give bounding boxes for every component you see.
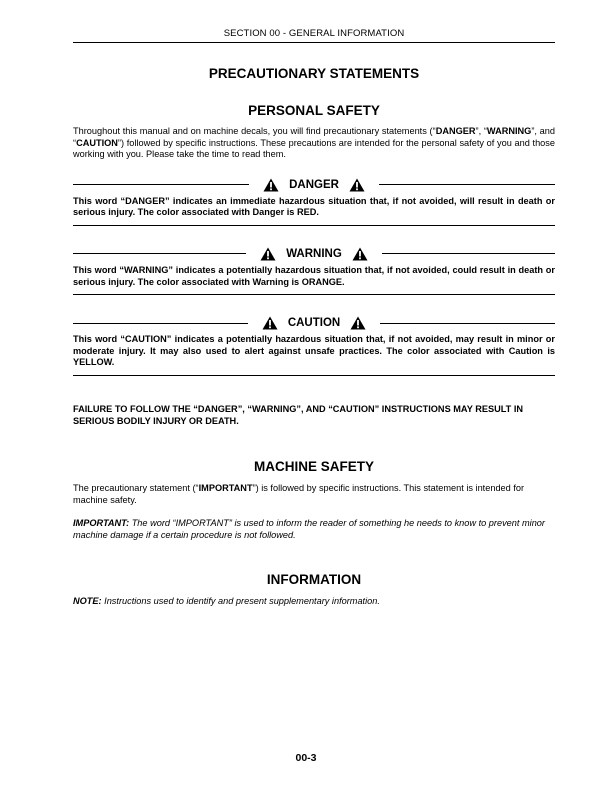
- divider: [73, 184, 249, 185]
- divider: [73, 253, 246, 254]
- warning-triangle-icon: [260, 247, 276, 261]
- warning-triangle-icon: [350, 316, 366, 330]
- note-paragraph: [73, 596, 555, 608]
- intro-warning: WARNING: [486, 126, 532, 136]
- divider: [380, 323, 555, 324]
- machine-text-2: ”) is followed by specific instructions. This statement is intended for machine safety.: [73, 483, 525, 505]
- caution-word: CAUTION: [287, 317, 341, 330]
- warning-triangle-icon: [263, 178, 279, 192]
- danger-label: [249, 178, 379, 192]
- heading-information: INFORMATION: [266, 571, 362, 587]
- warning-triangle-icon: [349, 178, 365, 192]
- intro-danger: DANGER: [435, 126, 476, 136]
- divider: [73, 323, 248, 324]
- note-label: NOTE:: [73, 595, 102, 606]
- heading-precautionary-statements: PRECAUTIONARY STATEMENTS: [208, 66, 420, 81]
- page: [73, 0, 555, 607]
- warning-label: [246, 247, 382, 261]
- warning-word: WARNING: [286, 247, 342, 260]
- important-text: The word “IMPORTANT” is used to inform the reader of something he needs to know to prevent minor machine damage if a certain procedure is not followed.: [73, 518, 545, 540]
- warning-triangle-icon: [352, 247, 368, 261]
- failure-warning: FAILURE TO FOLLOW THE “DANGER”, “WARNING”, AND “CAUTION” INSTRUCTIONS MAY RESULT IN SERIOUS BODILY INJURY OR DEATH.: [73, 403, 524, 426]
- heading-personal-safety: PERSONAL SAFETY: [248, 103, 380, 118]
- intro-text-3: ”, and “: [73, 126, 555, 148]
- intro-caution: CAUTION: [76, 137, 118, 148]
- machine-important: IMPORTANT: [198, 483, 253, 494]
- caution-label: [248, 316, 380, 330]
- running-header: SECTION 00 - GENERAL INFORMATION: [73, 0, 555, 43]
- important-label: IMPORTANT:: [73, 518, 130, 529]
- warning-signal-row: [73, 246, 555, 262]
- warning-description: This word “WARNING” indicates a potentially hazardous situation that, if not avoided, could result in death or serious injury. The color associated with Warning is ORANGE.: [73, 265, 555, 295]
- divider: [382, 253, 555, 254]
- intro-paragraph: [73, 126, 555, 161]
- machine-safety-paragraph: [73, 483, 555, 506]
- heading-machine-safety: MACHINE SAFETY: [253, 459, 374, 475]
- danger-word: DANGER: [289, 178, 339, 191]
- danger-description: This word “DANGER” indicates an immediate hazardous situation that, if not avoided, will result in death or serious injury. The color associated with Danger is RED.: [73, 196, 555, 226]
- divider: [379, 184, 555, 185]
- danger-signal-row: [73, 177, 555, 193]
- page-number: 00-3: [295, 752, 317, 764]
- important-note: [73, 518, 555, 541]
- intro-text-4: ”) followed by specific instructions. These precautions are intended for the personal safety of you and those working with you. Please take the time to read them.: [73, 137, 555, 160]
- machine-text-1: The precautionary statement (“: [73, 483, 199, 494]
- caution-description: This word “CAUTION” indicates a potentially hazardous situation that, if not avoided, may result in minor or moderate injury. It may also used to alert against unsafe practices. The color associated with Caution is YELLOW.: [73, 334, 555, 376]
- intro-text-1: Throughout this manual and on machine decals, you will find precautionary statements (“: [73, 126, 436, 136]
- intro-text-2: ”, “: [475, 126, 487, 136]
- note-text: Instructions used to identify and present supplementary information.: [101, 595, 380, 606]
- caution-signal-row: [73, 315, 555, 331]
- warning-triangle-icon: [262, 316, 278, 330]
